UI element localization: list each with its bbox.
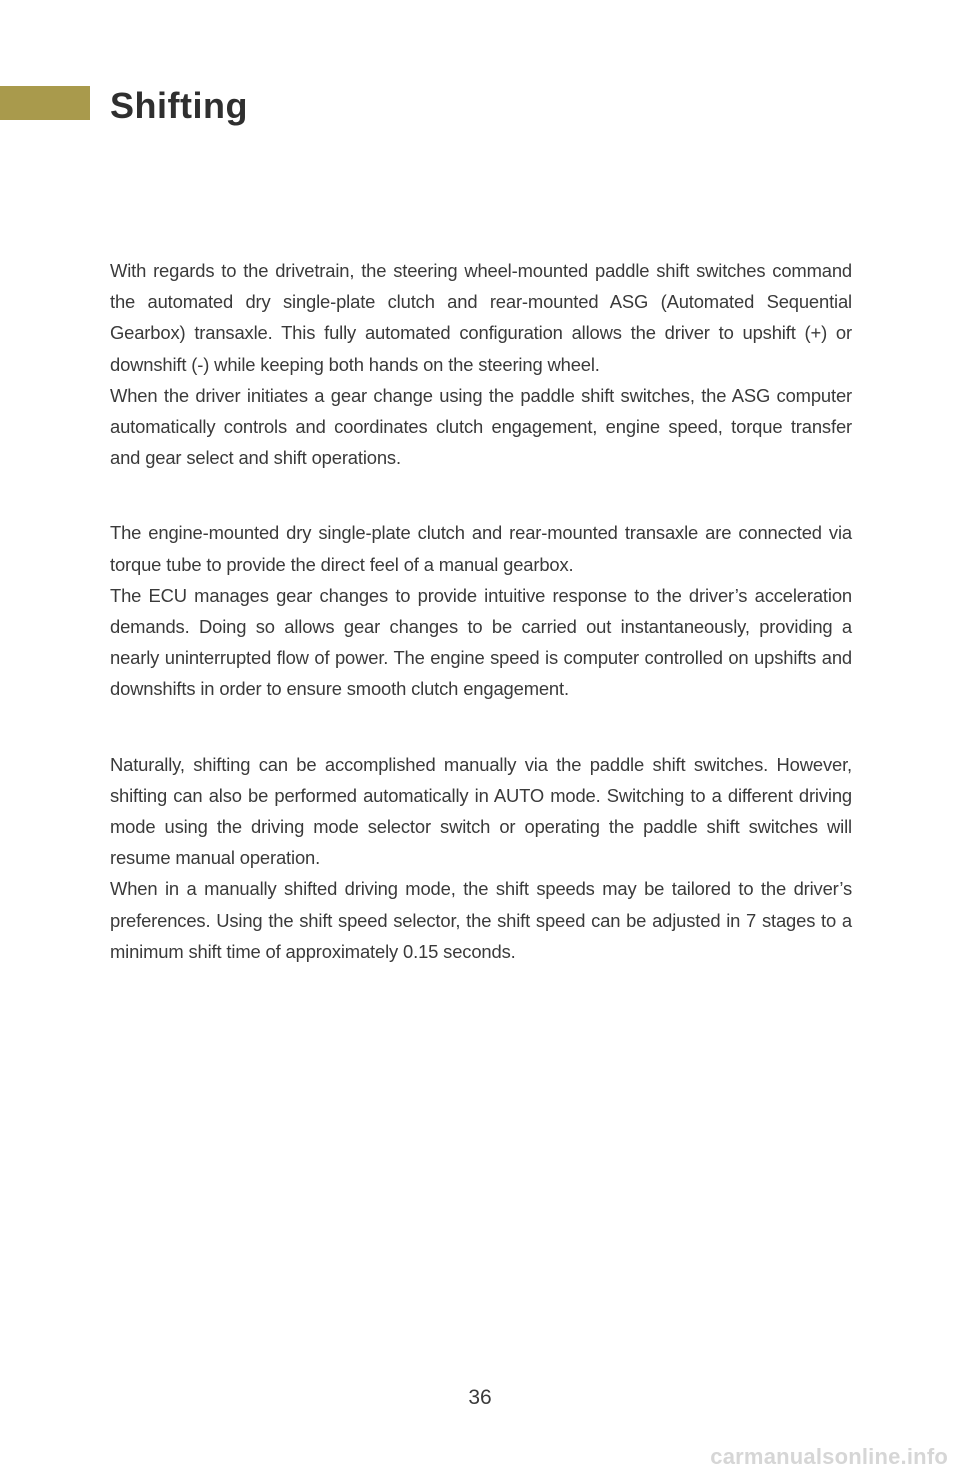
paragraph-gear-change: When the driver initiates a gear change using the paddle shift switches, the ASG computer automatically controls and coordinates clutch engagement, engine speed, torque transfer and gear select and shift operations. <box>110 384 852 469</box>
paragraph-ecu: The ECU manages gear changes to provide intuitive response to the driver’s acceleration demands. Doing so allows gear changes to be carried out instantaneously, providing a nearly uninterrupted flow of power. The engine speed is computer controlled on upshifts and downshifts in order to ensure smooth clutch engagement. <box>110 584 852 700</box>
watermark: carmanualsonline.info <box>710 1444 948 1469</box>
title-accent-bar <box>0 86 90 120</box>
paragraph-manual-auto: Naturally, shifting can be accomplished manually via the paddle shift switches. However, shifting can also be performed automatically in AUTO mode. Switching to a different driving mode using the driving mode selector switch or operating the paddle shift switches will resume manual operation. <box>110 753 852 869</box>
paragraph-clutch: The engine-mounted dry single-plate clutch and rear-mounted transaxle are connected via torque tube to provide the direct feel of a manual gearbox. <box>110 522 852 575</box>
page-title: Shifting <box>110 85 248 126</box>
paragraph-gap <box>110 705 852 749</box>
page-number: 36 <box>468 1386 492 1409</box>
body-content <box>110 255 852 967</box>
paragraph-gap <box>110 473 852 517</box>
paragraph-drivetrain: With regards to the drivetrain, the steering wheel-mounted paddle shift switches command the automated dry single-plate clutch and rear-mounted ASG (Automated Sequential Gearbox) transaxle. This fully automated configuration allows the driver to upshift (+) or downshift (-) while keeping both hands on the steering wheel. <box>110 260 852 375</box>
paragraph-shift-speed: When in a manually shifted driving mode, the shift speeds may be tailored to the driver’s preferences. Using the shift speed selector, the shift speed can be adjusted in 7 stages to a minimum shift time of approximately 0.15 seconds. <box>110 878 852 962</box>
